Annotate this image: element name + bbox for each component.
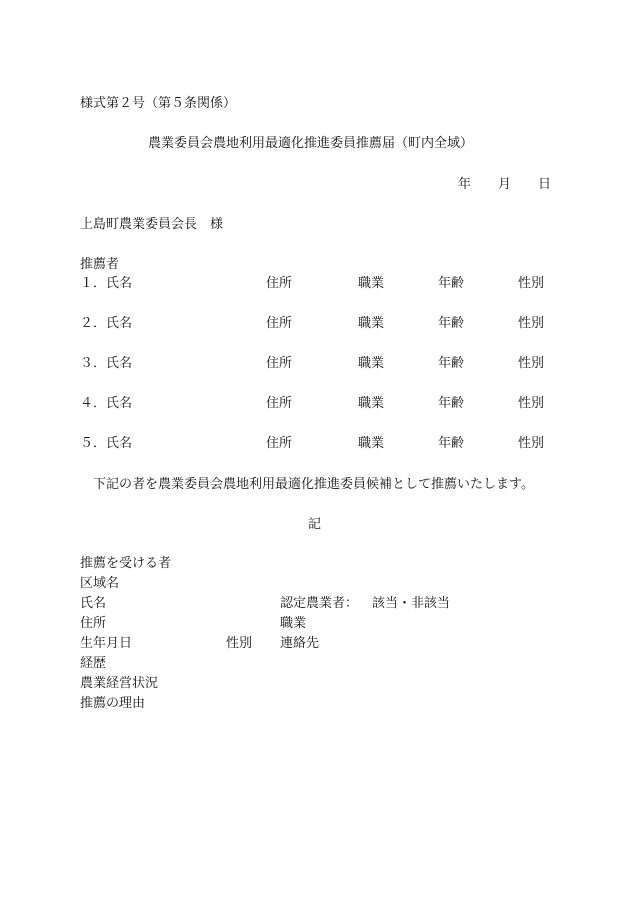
birthdate-label: 生年月日 <box>80 636 133 651</box>
certified-farmer-options: 該当・非該当 <box>372 596 451 611</box>
occupation-label: 職業 <box>358 436 385 451</box>
address-label: 住所 <box>266 396 293 411</box>
name-label: 氏名 <box>106 276 133 291</box>
sex-label: 性別 <box>518 396 545 411</box>
nominee-heading: 推薦を受ける者 <box>80 556 172 571</box>
sex-label: 性別 <box>518 436 545 451</box>
name-label: 氏名 <box>80 596 107 611</box>
occupation-label: 職業 <box>280 616 307 631</box>
occupation-label: 職業 <box>358 396 385 411</box>
row-number: ３． <box>80 356 107 371</box>
row-number: １． <box>80 276 107 291</box>
age-label: 年齢 <box>438 316 465 331</box>
address-label: 住所 <box>266 316 293 331</box>
date-year: 年 <box>458 177 472 192</box>
addressee: 上島町農業委員会長 様 <box>80 217 224 232</box>
date-day: 日 <box>538 177 552 192</box>
name-label: 氏名 <box>106 356 133 371</box>
name-label: 氏名 <box>106 316 133 331</box>
form-number: 様式第２号（第５条関係） <box>80 96 237 111</box>
age-label: 年齢 <box>438 436 465 451</box>
statement: 下記の者を農業委員会農地利用最適化推進委員候補として推薦いたします。 <box>93 477 534 492</box>
area-label: 区域名 <box>80 576 120 591</box>
occupation-label: 職業 <box>358 356 385 371</box>
sex-label: 性別 <box>518 276 545 291</box>
name-label: 氏名 <box>106 436 133 451</box>
certified-farmer-label: 認定農業者： <box>280 596 359 611</box>
address-label: 住所 <box>266 436 293 451</box>
row-number: ５． <box>80 436 107 451</box>
date-month: 月 <box>498 177 512 192</box>
occupation-label: 職業 <box>358 316 385 331</box>
sex-label: 性別 <box>518 356 545 371</box>
reason-label: 推薦の理由 <box>80 696 146 711</box>
name-label: 氏名 <box>106 396 133 411</box>
address-label: 住所 <box>80 616 107 631</box>
sex-label: 性別 <box>518 316 545 331</box>
farming-status-label: 農業経営状況 <box>80 676 159 691</box>
occupation-label: 職業 <box>358 276 385 291</box>
address-label: 住所 <box>266 276 293 291</box>
row-number: ４． <box>80 396 107 411</box>
address-label: 住所 <box>266 356 293 371</box>
form-title: 農業委員会農地利用最適化推進委員推薦届（町内全域） <box>148 136 474 151</box>
age-label: 年齢 <box>438 356 465 371</box>
sex-label: 性別 <box>226 636 253 651</box>
ki-marker: 記 <box>308 517 322 532</box>
row-number: ２． <box>80 316 107 331</box>
contact-label: 連絡先 <box>280 636 320 651</box>
age-label: 年齢 <box>438 276 465 291</box>
age-label: 年齢 <box>438 396 465 411</box>
career-label: 経歴 <box>80 656 107 671</box>
recommender-heading: 推薦者 <box>80 257 120 272</box>
